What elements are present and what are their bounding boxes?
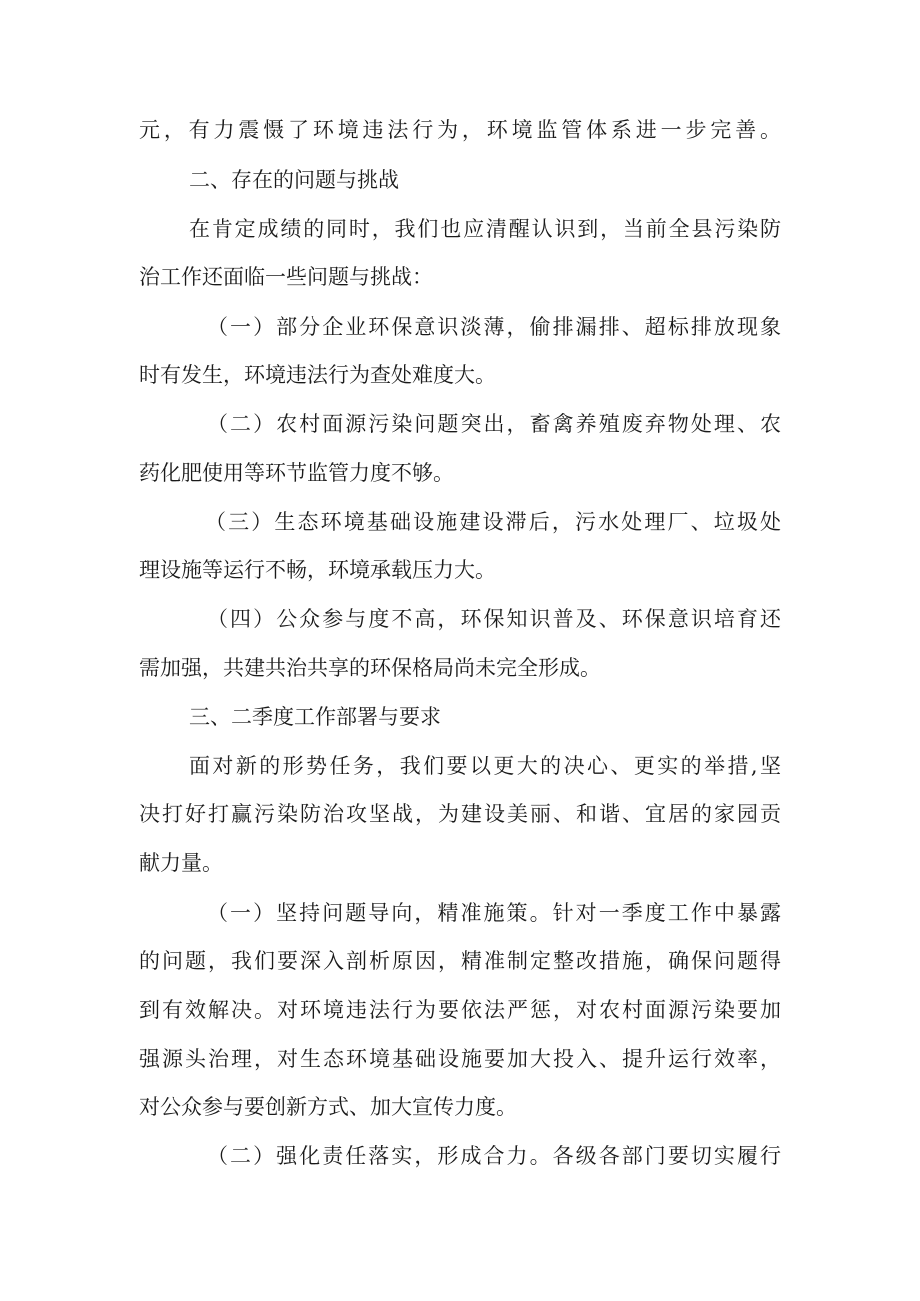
paragraph-line: 强源头治理，对生态环境基础设施要加大投入、提升运行效率， [139,1047,781,1071]
paragraph-line: 的问题，我们要深入剖析原因，精准制定整改措施，确保问题得 [139,949,781,973]
paragraph-line: 理设施等运行不畅，环境承载压力大。 [139,558,496,582]
paragraph-line: 元，有力震慑了环境违法行为，环境监管体系进一步完善。 [139,118,781,142]
paragraph-line: （一）部分企业环保意识淡薄，偷排漏排、超标排放现象 [207,315,781,339]
paragraph-line: 治工作还面临一些问题与挑战： [139,265,433,289]
paragraph-line: （三）生态环境基础设施建设滞后，污水处理厂、垃圾处 [205,510,781,534]
paragraph-line: （一）坚持问题导向，精准施策。针对一季度工作中暴露 [207,901,781,925]
paragraph-line: （二）强化责任落实，形成合力。各级各部门要切实履行 [207,1144,781,1168]
paragraph-line: 药化肥使用等环节监管力度不够。 [139,461,454,485]
paragraph-line: （四）公众参与度不高，环保知识普及、环保意识培育还 [207,607,781,631]
paragraph-line: 献力量。 [139,851,223,875]
paragraph-line: 到有效解决。对环境违法行为要依法严惩，对农村面源污染要加 [139,998,781,1022]
paragraph-line: （二）农村面源污染问题突出，畜禽养殖废弃物处理、农 [207,412,781,436]
paragraph-line: 在肯定成绩的同时，我们也应清醒认识到，当前全县污染防 [189,217,781,241]
paragraph-line: 需加强，共建共治共享的环保格局尚未完全形成。 [139,656,601,680]
paragraph-line: 决打好打赢污染防治攻坚战，为建设美丽、和谐、宜居的家园贡 [139,802,781,826]
paragraph-line: 时有发生，环境违法行为查处难度大。 [139,363,496,387]
paragraph-line: 对公众参与要创新方式、加大宣传力度。 [139,1095,517,1119]
paragraph-line: 面对新的形势任务，我们要以更大的决心、更实的举措,坚 [189,754,781,778]
section-heading: 三、二季度工作部署与要求 [189,705,441,729]
section-heading: 二、存在的问题与挑战 [189,168,399,192]
